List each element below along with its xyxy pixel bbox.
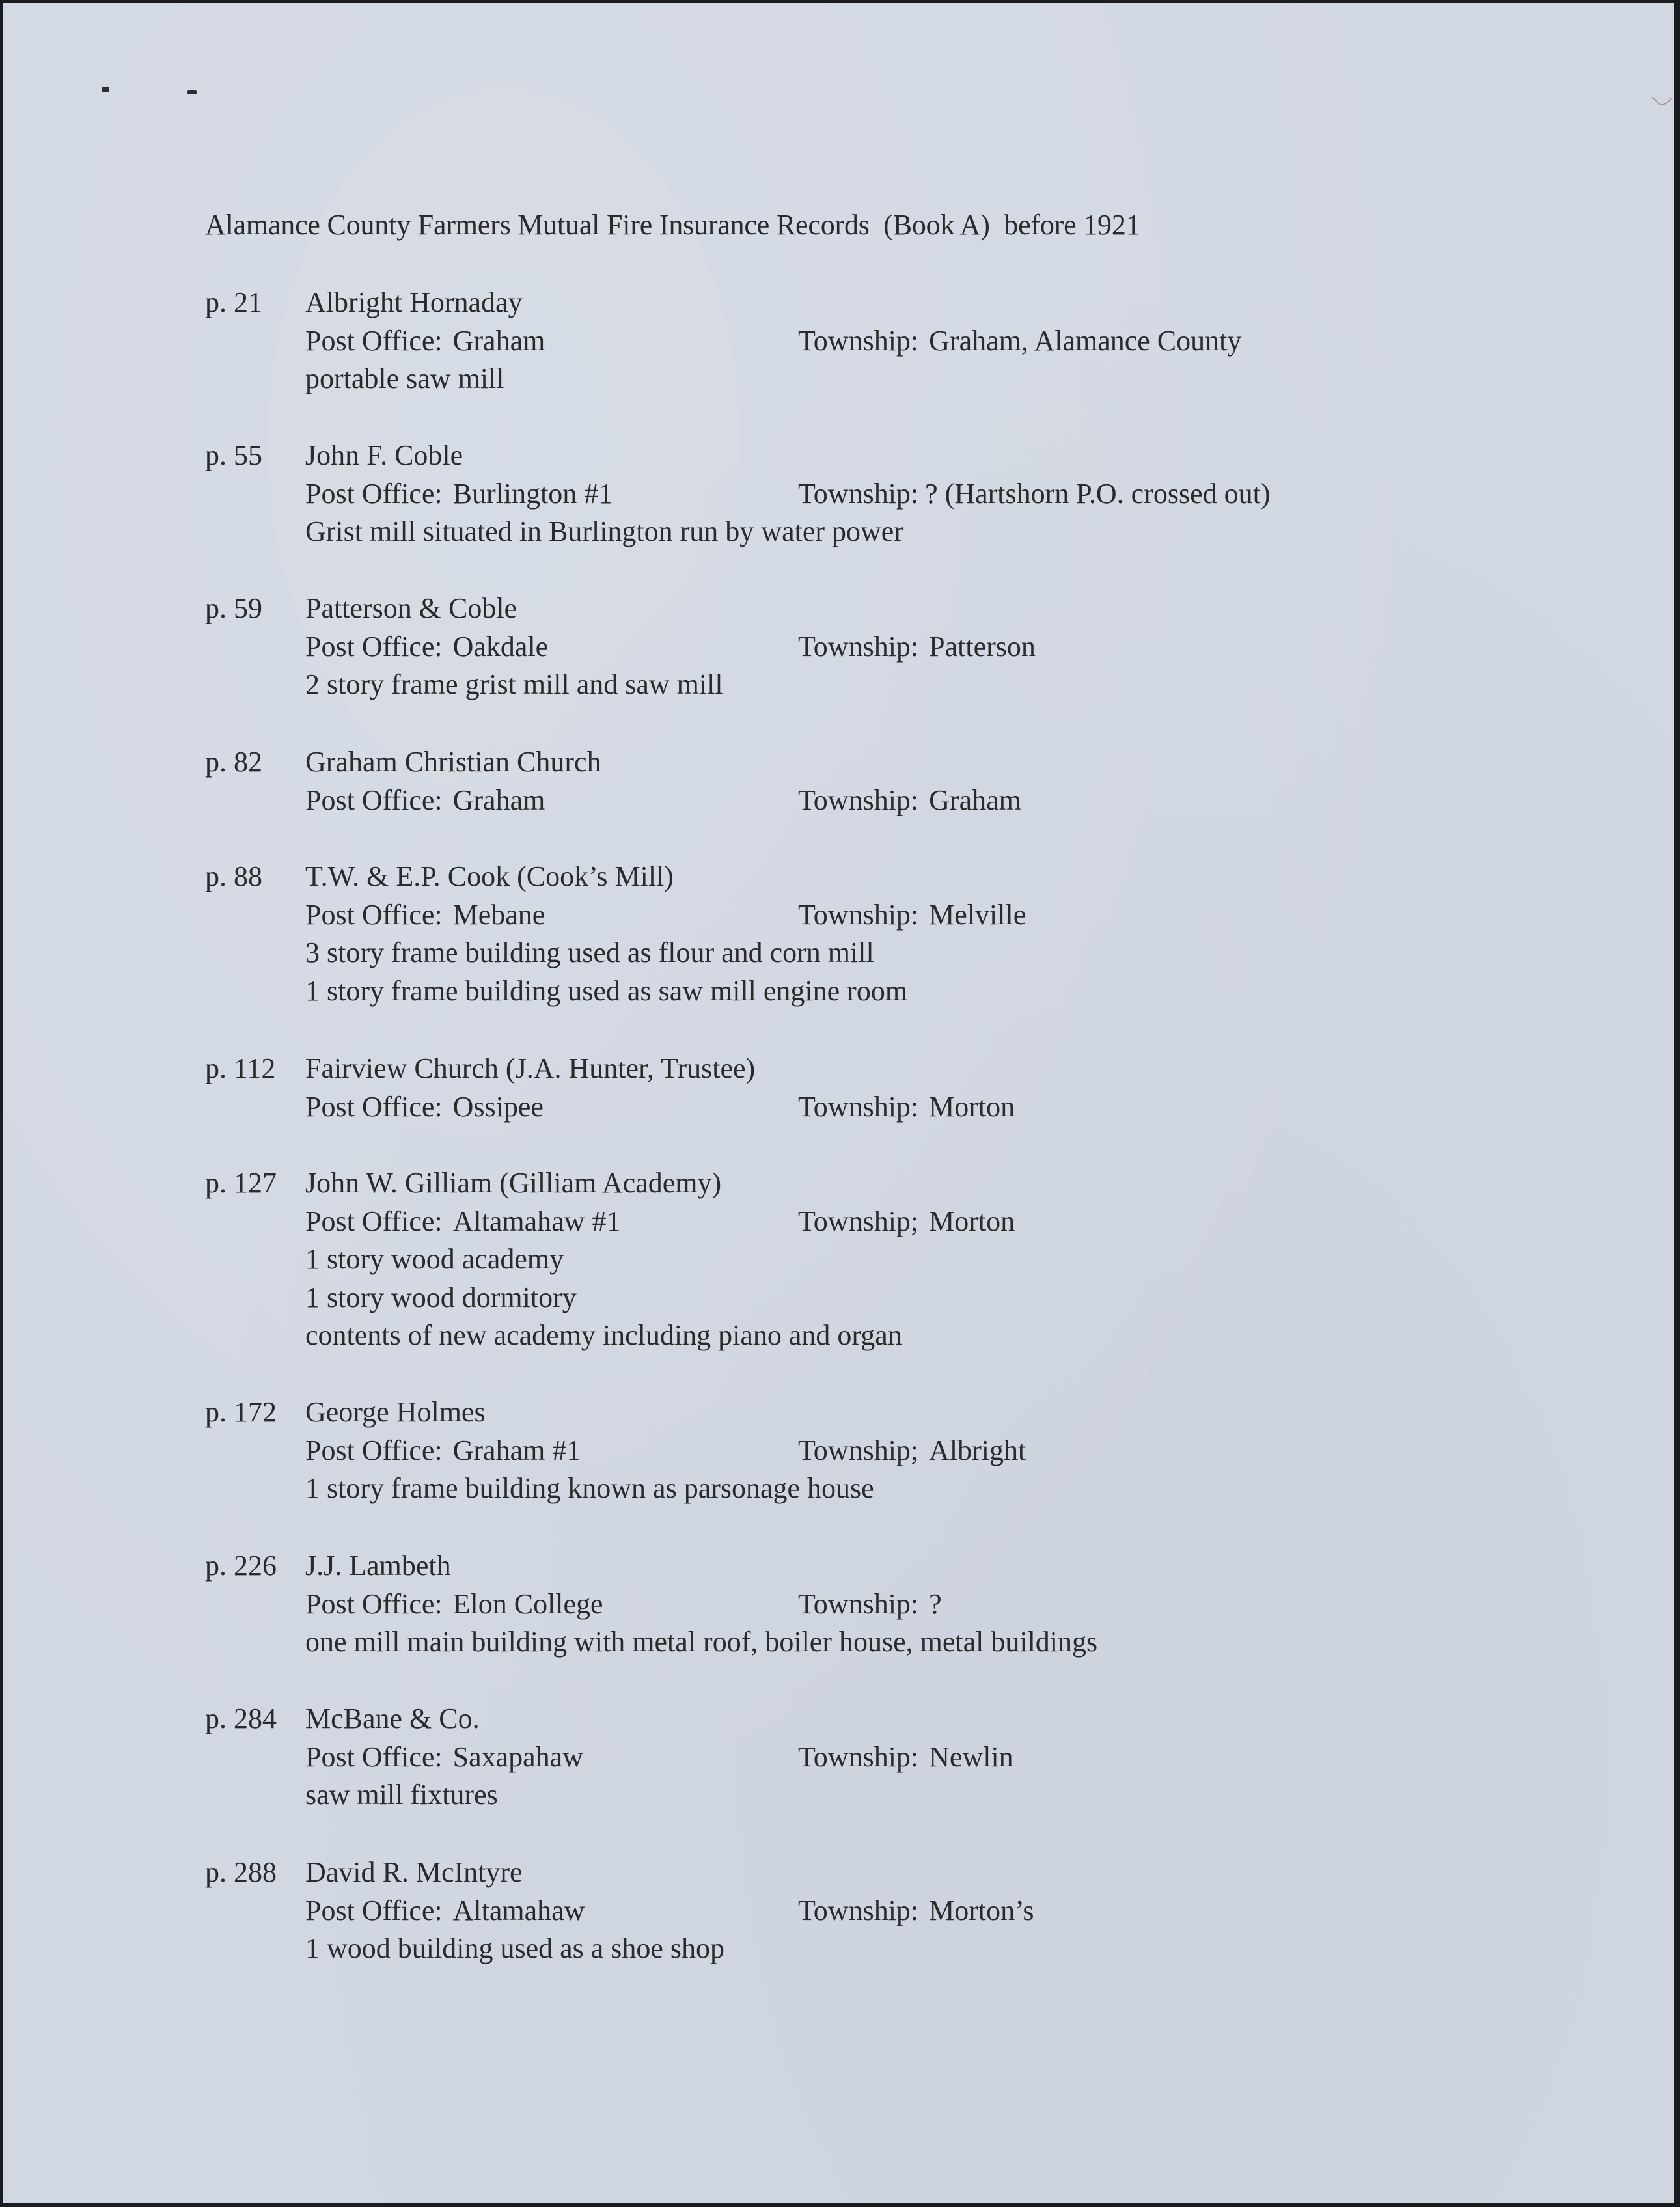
insured-name: George Holmes <box>305 1396 486 1428</box>
township-field <box>798 1432 1026 1470</box>
insured-name: T.W. & E.P. Cook (Cook’s Mill) <box>305 860 674 892</box>
page-number: p. 59 <box>205 592 262 624</box>
post-office-label: Post Office: <box>305 477 443 510</box>
post-office-value: Ossipee <box>452 1090 544 1123</box>
post-office-field <box>305 1738 583 1777</box>
property-description: 1 story wood academy <box>305 1243 564 1275</box>
post-office-label: Post Office: <box>305 630 443 663</box>
insured-name: J.J. Lambeth <box>305 1550 451 1582</box>
property-description: 2 story frame grist mill and saw mill <box>305 668 723 700</box>
township-field <box>798 322 1241 361</box>
township-field <box>798 1203 1015 1241</box>
township-field <box>798 1892 1034 1930</box>
document-title: Alamance County Farmers Mutual Fire Insurance Records (Book A) before 1921 <box>205 209 1140 241</box>
property-description: 3 story frame building used as flour and corn mill <box>305 937 874 968</box>
post-office-value: Graham <box>452 784 545 816</box>
township-label: Township: <box>798 477 919 510</box>
post-office-value: Graham <box>452 324 545 357</box>
record-entry <box>205 858 1507 1010</box>
punch-mark-right <box>187 90 197 94</box>
property-description: portable saw mill <box>305 363 504 394</box>
property-description: contents of new academy including piano and organ <box>305 1319 902 1351</box>
post-office-field <box>305 782 545 820</box>
township-label: Township: <box>798 898 919 931</box>
township-label: Township: <box>798 1090 919 1123</box>
post-office-label: Post Office: <box>305 1740 443 1773</box>
page-number: p. 284 <box>205 1703 277 1734</box>
post-office-label: Post Office: <box>305 1434 443 1466</box>
township-value: Patterson <box>929 630 1036 663</box>
township-field <box>798 1738 1013 1777</box>
post-office-value: Altamahaw <box>452 1894 585 1926</box>
record-entry <box>205 437 1507 551</box>
township-value: ? (Hartshorn P.O. crossed out) <box>925 477 1271 510</box>
record-entry <box>205 1700 1507 1815</box>
property-description: 1 wood building used as a shoe shop <box>305 1932 725 1964</box>
page-number: p. 21 <box>205 286 262 318</box>
township-value: Graham <box>929 784 1021 816</box>
township-field <box>798 475 1271 514</box>
township-field <box>798 628 1036 666</box>
township-value: Melville <box>929 898 1026 931</box>
post-office-field <box>305 1892 585 1930</box>
record-entry <box>205 1854 1507 1968</box>
post-office-label: Post Office: <box>305 1587 443 1620</box>
township-field <box>798 1585 942 1624</box>
post-office-value: Saxapahaw <box>452 1740 583 1773</box>
insured-name: Graham Christian Church <box>305 746 601 778</box>
post-office-label: Post Office: <box>305 784 443 816</box>
punch-mark-left <box>102 87 109 92</box>
township-value: Newlin <box>929 1740 1013 1773</box>
township-value: Morton’s <box>929 1894 1034 1926</box>
page-number: p. 82 <box>205 746 262 778</box>
insured-name: David R. McIntyre <box>305 1856 523 1888</box>
insured-name: John F. Coble <box>305 439 463 471</box>
post-office-field <box>305 1432 581 1470</box>
post-office-value: Oakdale <box>452 630 549 663</box>
record-entry <box>205 284 1507 398</box>
page-number: p. 127 <box>205 1167 277 1199</box>
insured-name: Albright Hornaday <box>305 286 523 318</box>
post-office-value: Altamahaw #1 <box>452 1205 621 1237</box>
township-label: Township: <box>798 324 919 357</box>
post-office-field <box>305 628 548 666</box>
record-entry <box>205 1050 1507 1126</box>
record-entry <box>205 1164 1507 1355</box>
post-office-value: Burlington #1 <box>452 477 613 510</box>
post-office-label: Post Office: <box>305 1090 443 1123</box>
post-office-label: Post Office: <box>305 1894 443 1926</box>
post-office-value: Mebane <box>452 898 545 931</box>
insured-name: McBane & Co. <box>305 1703 480 1734</box>
township-value: Morton <box>929 1205 1015 1237</box>
page-number: p. 112 <box>205 1052 276 1084</box>
insured-name: Patterson & Coble <box>305 592 517 624</box>
township-label: Township: <box>798 784 919 816</box>
township-label: Township; <box>798 1434 919 1466</box>
township-value: ? <box>929 1587 942 1620</box>
post-office-field <box>305 896 545 935</box>
record-entry <box>205 1547 1507 1662</box>
property-description: 1 story frame building known as parsonage house <box>305 1472 874 1504</box>
property-description: Grist mill situated in Burlington run by water power <box>305 515 903 547</box>
insured-name: Fairview Church (J.A. Hunter, Trustee) <box>305 1052 756 1084</box>
post-office-field <box>305 322 545 361</box>
post-office-field <box>305 1203 620 1241</box>
property-description: one mill main building with metal roof, boiler house, metal buildings <box>305 1626 1098 1658</box>
page-number: p. 88 <box>205 860 262 892</box>
property-description: 1 story frame building used as saw mill engine room <box>305 974 908 1007</box>
record-entry <box>205 590 1507 704</box>
page-number: p. 226 <box>205 1550 277 1582</box>
post-office-label: Post Office: <box>305 324 443 357</box>
post-office-value: Elon College <box>452 1587 603 1620</box>
township-value: Morton <box>929 1090 1015 1123</box>
record-entry <box>205 1393 1507 1508</box>
property-description: 1 story wood dormitory <box>305 1281 577 1313</box>
paper-fiber-mark <box>1649 94 1672 109</box>
insured-name: John W. Gilliam (Gilliam Academy) <box>305 1167 722 1199</box>
township-value: Albright <box>929 1434 1026 1466</box>
township-label: Township: <box>798 630 919 663</box>
page-number: p. 55 <box>205 439 262 471</box>
post-office-field <box>305 1585 603 1624</box>
township-value: Graham, Alamance County <box>929 324 1242 357</box>
township-label: Township; <box>798 1205 919 1237</box>
page-number: p. 288 <box>205 1856 277 1888</box>
property-description: saw mill fixtures <box>305 1779 498 1811</box>
post-office-label: Post Office: <box>305 898 443 931</box>
township-label: Township: <box>798 1740 919 1773</box>
post-office-field <box>305 475 613 514</box>
township-field <box>798 896 1026 935</box>
township-label: Township: <box>798 1894 919 1926</box>
township-field <box>798 782 1021 820</box>
record-entry <box>205 743 1507 819</box>
township-field <box>798 1088 1015 1127</box>
scanned-page <box>3 3 1674 2203</box>
post-office-field <box>305 1088 544 1127</box>
post-office-value: Graham #1 <box>452 1434 581 1466</box>
post-office-label: Post Office: <box>305 1205 443 1237</box>
township-label: Township: <box>798 1587 919 1620</box>
page-number: p. 172 <box>205 1396 277 1428</box>
